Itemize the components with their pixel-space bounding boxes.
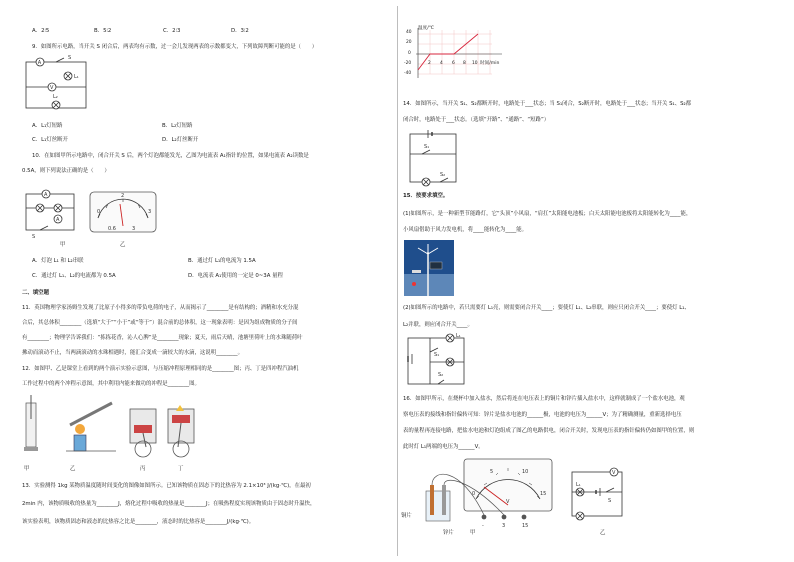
- q13-line-2: 2min 内，该物质吸收的热量为________J，熔化过程中吸收的热量是________J；在吸热程度实现该物质由于固态时升温快，: [22, 501, 316, 507]
- svg-text:3: 3: [502, 523, 506, 529]
- svg-text:A: A: [37, 60, 42, 66]
- graph-y-tick-neg20: -20: [404, 61, 412, 66]
- q11-line-3: 有________；物理学告诉我们：“拣拣花香，沁人心脾”是________现象；夏天，雨后天晴，池塘里荷叶上的水珠随荷叶: [22, 335, 303, 341]
- q15-circuit-diagram: [404, 332, 474, 390]
- svg-text:0: 0: [472, 491, 476, 497]
- q14-line-2: 闭合时，电路处于___状态。（选填“开路”、“通路”、“短路”）: [403, 117, 550, 123]
- q9-option-d: D．L₂灯丝断开: [162, 137, 199, 143]
- svg-text:S₂: S₂: [438, 372, 444, 378]
- q12-line-1: 12．如图甲、乙是课堂上看到的两个演示实验示意图，与压缩冲程原理相同的是________图；丙、丁是四冲程汽油机: [22, 366, 299, 372]
- graph-x-tick-2: 2: [428, 61, 431, 66]
- svg-text:-: -: [482, 523, 484, 529]
- q16-line-2: 察电压表的接线和指针偏转可知：锌片是盐水电池的______极，电池的电压为______V；为了精确测量，重新选择电压: [403, 412, 682, 418]
- q12-fig-bing: 丙: [140, 466, 146, 472]
- q11-line-4: 拂动而滚动不止，当两滴滚动的水珠相遇时，能汇合变成一滴较大的水滴，这说明________。: [22, 350, 244, 356]
- q9-text: 9．如图所示电路，当开关 S 闭合后，两表均有示数，过一会儿发现两表的示数都变大，下列故障判断可能的是（ ）: [32, 44, 318, 50]
- q9-option-a: A．L₁灯短路: [32, 123, 63, 129]
- q16-copper-label: 铜片: [401, 513, 412, 519]
- svg-text:10: 10: [522, 469, 529, 475]
- temperature-time-graph: [404, 26, 514, 88]
- q10-option-d: D．电流表 A₁使用的一定是 0~3A 量程: [188, 273, 283, 279]
- graph-y-tick-0: 0: [408, 51, 411, 56]
- graph-x-axis-title: 时间/min: [480, 61, 500, 66]
- q9-circuit-diagram: [22, 56, 92, 112]
- q10-option-b: B．通过灯 L₁的电流为 1.5A: [188, 258, 256, 264]
- q16-circuit-diagram: [566, 462, 632, 522]
- svg-text:L₁: L₁: [576, 482, 581, 488]
- q12-fig-ding: 丁: [178, 466, 184, 472]
- q10-circuit-diagram: [22, 188, 82, 240]
- svg-text:S: S: [608, 498, 612, 504]
- q10-fig-b-label: 乙: [120, 242, 126, 248]
- q16-fig-b-label: 乙: [600, 530, 606, 536]
- svg-text:L₂: L₂: [53, 94, 58, 100]
- svg-text:5: 5: [490, 469, 494, 475]
- q14-line-1: 14．如图所示，当开关 S₁、S₂都断开时，电路处于___状态；当 S₁闭合，S₂断开时，电路处于___状态；当开关 S₁、S₂都: [403, 101, 692, 107]
- choice-a-top: A．2∶5: [32, 28, 50, 34]
- q16-line-3: 表的量程再连接电路，把盐水电池和灯泡组成了图乙的电路供电，闭合开关时，发现电压表的指针偏转仍如图甲的位置，则: [403, 428, 695, 434]
- column-divider: [397, 6, 398, 556]
- q15-line-1: (1)如图所示，是一种新型节能路灯，它“头顶”小风扇，“肩扛”太阳能电池板；白天太阳能电池板将太阳能转化为____能，: [403, 211, 692, 217]
- q12-fig-jia: 甲: [24, 466, 30, 472]
- q11-line-2: 合后，其总体积________（选填“大于”“小于”或“等于”）混合前的总体积，这一现象表明：是因为组成物质的分子间: [22, 320, 298, 326]
- graph-x-tick-4: 4: [440, 61, 443, 66]
- svg-text:S₁: S₁: [424, 144, 430, 150]
- q10-line-1: 10．在如图甲所示电路中，闭合开关 S 后，两个灯泡都能发光，乙图为电流表 A₁指针的位置，如果电流表 A₂读数是: [32, 153, 309, 159]
- q16-fig-a-label: 甲: [470, 530, 476, 536]
- q10-line-2: 0.5A，则下列说法正确的是（ ）: [22, 168, 110, 174]
- svg-text:15: 15: [522, 523, 529, 529]
- svg-text:A: A: [44, 192, 48, 198]
- q15-line-2: 小风扇借助于风力发电机，将____能转化为____能。: [403, 227, 527, 233]
- q16-voltmeter-figure: [420, 455, 555, 540]
- q15-line-3: (2)如图所示的电路中，若只需要灯 L₁亮，则需要闭合开关____；要使灯 L₁、L₂串联，则应只闭合开关____；要使灯 L₁、: [403, 305, 690, 311]
- graph-y-axis-title: 温度/℃: [418, 26, 434, 31]
- svg-text:3: 3: [132, 226, 136, 232]
- graph-x-tick-10: 10: [472, 61, 478, 66]
- svg-text:0.6: 0.6: [108, 226, 116, 232]
- svg-text:15: 15: [540, 491, 547, 497]
- q9-option-c: C．L₁灯丝断开: [32, 137, 68, 143]
- svg-text:S₂: S₂: [440, 172, 446, 178]
- q13-line-1: 13．实验测得 1kg 某物质温度随时间变化的图像如图所示。已知该物质在固态下的比热容为 2.1×10³ J/(kg·℃)，在最初: [22, 483, 311, 489]
- q16-line-1: 16．如图甲所示，在烧杯中加入盐水，然后将连在电压表上的铜片和锌片插入盐水中，这样就制成了一个盐水电池，观: [403, 396, 685, 402]
- q13-line-3: 该实验表明，该物质固态和液态的比热容之比是________，液态时的比热容是________J/(kg·℃)。: [22, 519, 255, 525]
- svg-text:S₁: S₁: [434, 352, 440, 358]
- svg-text:V: V: [612, 470, 616, 476]
- q11-line-1: 11．英国物理学家汤姆生发现了比原子小得多的带负电荷的电子，从而揭示了________是有结构的；酒精和水充分混: [22, 305, 299, 311]
- svg-text:3: 3: [148, 209, 152, 215]
- graph-x-tick-6: 6: [452, 61, 455, 66]
- q12-line-2: 工作过程中的两个冲程示意图，其中利用内能来做功的冲程是________图。: [22, 381, 200, 387]
- solar-street-lamp-image: [404, 240, 454, 296]
- svg-text:0: 0: [97, 209, 101, 215]
- section-title-fill-blank: 二、填空题: [22, 290, 49, 296]
- graph-y-tick-neg40: -40: [404, 71, 412, 76]
- q14-circuit-diagram: [404, 128, 464, 188]
- svg-text:2: 2: [121, 193, 125, 199]
- choice-b-top: B．5∶2: [94, 28, 112, 34]
- svg-text:S: S: [32, 234, 36, 240]
- q16-zinc-label: 锌片: [443, 530, 454, 536]
- graph-y-tick-20: 20: [406, 40, 412, 45]
- choice-c-top: C．2∶3: [163, 28, 181, 34]
- q12-figures: [20, 395, 205, 467]
- q10-option-c: C．通过灯 L₁、L₂的电流都为 0.5A: [32, 273, 116, 279]
- q10-fig-a-label: 甲: [60, 242, 66, 248]
- choice-d-top: D．3∶2: [231, 28, 249, 34]
- q10-option-a: A．灯泡 L₁ 和 L₂串联: [32, 258, 84, 264]
- svg-text:V: V: [506, 499, 510, 505]
- q15-line-4: L₂并联，则应闭合开关____。: [403, 322, 473, 328]
- q9-option-b: B．L₂灯短路: [162, 123, 193, 129]
- q10-ammeter-dial: [88, 188, 158, 240]
- graph-x-tick-8: 8: [463, 61, 466, 66]
- svg-text:L₁: L₁: [456, 333, 461, 339]
- graph-y-tick-40: 40: [406, 30, 412, 35]
- q16-line-4: 此时灯 L₁两端的电压为______V。: [403, 444, 484, 450]
- svg-text:L₁: L₁: [74, 74, 79, 80]
- svg-text:V: V: [50, 85, 54, 91]
- q12-fig-yi: 乙: [70, 466, 76, 472]
- q15-title: 15．按要求填空。: [403, 193, 449, 199]
- svg-text:A: A: [56, 217, 60, 223]
- svg-text:S: S: [68, 55, 72, 61]
